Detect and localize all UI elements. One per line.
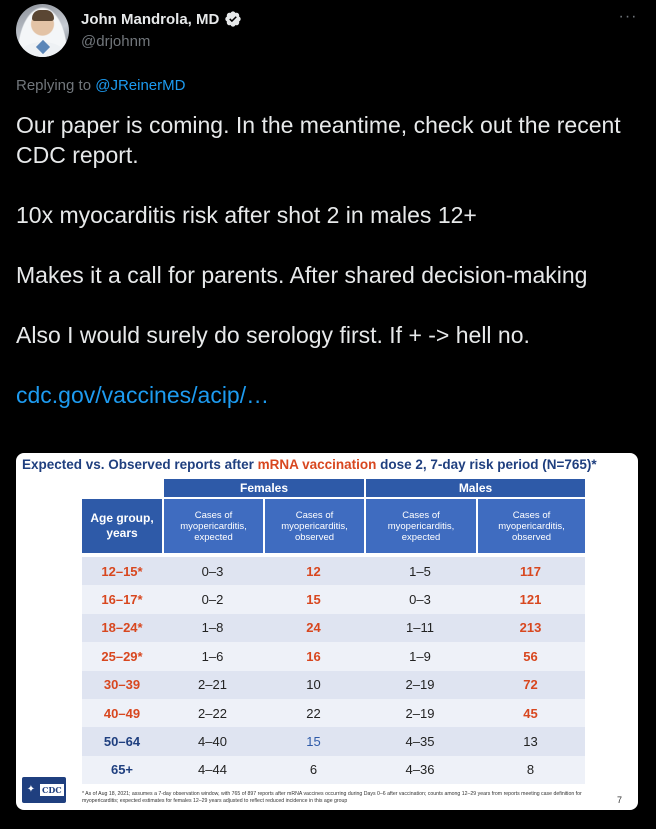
m-observed-cell: 45: [523, 705, 538, 721]
tweet-text: [16, 110, 640, 410]
m-observed-cell: 121: [519, 592, 542, 608]
table-row: [82, 557, 585, 585]
m-observed-cell: 13: [523, 734, 538, 750]
reply-mention-link[interactable]: @JReinerMD: [95, 77, 186, 94]
age-group-header: Age group, years: [82, 499, 162, 553]
f-expected-cell: 0–3: [201, 563, 224, 579]
author-name-row: [81, 10, 242, 28]
reply-prefix: Replying to: [16, 77, 92, 94]
replying-to: [16, 77, 185, 94]
m-observed-cell: 213: [519, 620, 542, 636]
m-expected-cell: 4–36: [405, 762, 435, 778]
f-expected-cell: 2–21: [198, 677, 227, 693]
age-cell: 16–17*: [101, 592, 143, 608]
slide-title: [22, 457, 597, 472]
f-expected-cell: 0–2: [201, 592, 224, 608]
table-sub-header: [82, 499, 585, 553]
author-display-name[interactable]: John Mandrola, MD: [81, 10, 220, 28]
slide-footnote: * As of Aug 18, 2021; assumes a 7-day observation window, with 765 of 897 reports after mRNA vaccines occurring during Days 0–6 after vaccination; counts among 12–29 years from reports meeting case definition for myopericarditis; expected estimates for females 12–29 years adjusted to reflect reduced incidence in this age group: [82, 791, 582, 804]
f-observed-cell: 15: [306, 592, 321, 608]
group-males: Males: [366, 479, 585, 497]
age-cell: 40–49: [103, 705, 141, 721]
age-cell: 25–29*: [101, 648, 143, 664]
myocarditis-table: [82, 479, 585, 784]
table-row: [82, 671, 585, 699]
col-header-f-observed: Cases of myopericarditis, observed: [265, 499, 364, 553]
hhs-eagle-icon: ✦: [26, 784, 36, 795]
slide-title-pre: Expected vs. Observed reports after: [22, 457, 258, 472]
age-cell: 30–39: [103, 677, 141, 693]
author-handle[interactable]: @drjohnm: [81, 33, 151, 50]
f-expected-cell: 4–44: [198, 762, 227, 778]
col-header-f-expected: Cases of myopericarditis, expected: [164, 499, 263, 553]
f-observed-cell: 12: [306, 563, 321, 579]
m-expected-cell: 1–11: [406, 620, 434, 636]
age-cell: 50–64: [103, 734, 141, 750]
slide-title-post: dose 2, 7-day risk period (N=765)*: [376, 457, 597, 472]
f-expected-cell: 1–8: [201, 620, 224, 636]
age-cell: 18–24*: [101, 620, 143, 636]
m-expected-cell: 1–9: [409, 648, 431, 664]
table-row: [82, 727, 585, 755]
verified-badge-icon: [224, 10, 242, 28]
m-observed-cell: 72: [523, 677, 538, 693]
f-observed-cell: 6: [309, 762, 318, 778]
f-observed-cell: 15: [306, 734, 321, 750]
table-group-header: [82, 479, 585, 497]
m-observed-cell: 56: [523, 648, 538, 664]
tweet-line-1: Our paper is coming. In the meantime, check out the recent CDC report.: [16, 112, 621, 168]
m-expected-cell: 1–5: [409, 563, 431, 579]
table-row: [82, 614, 585, 642]
slide-title-highlight: mRNA vaccination: [257, 457, 377, 472]
table-row: [82, 642, 585, 670]
m-observed-cell: 8: [526, 762, 535, 778]
age-cell: 65+: [110, 762, 134, 778]
tweet-line-4: Also I would surely do serology first. If + -> hell no.: [16, 322, 530, 348]
f-expected-cell: 2–22: [198, 705, 227, 721]
m-expected-cell: 0–3: [409, 592, 431, 608]
f-observed-cell: 24: [306, 620, 321, 636]
m-observed-cell: 117: [520, 563, 541, 579]
tweet-media-image[interactable]: [16, 453, 638, 810]
ellipsis-icon[interactable]: ···: [618, 8, 638, 25]
author-avatar[interactable]: [16, 4, 69, 57]
m-expected-cell: 2–19: [405, 677, 435, 693]
col-header-m-expected: Cases of myopericarditis, expected: [366, 499, 476, 553]
f-observed-cell: 16: [306, 648, 321, 664]
tweet-link[interactable]: cdc.gov/vaccines/acip/…: [16, 382, 270, 408]
tweet-line-3: Makes it a call for parents. After shared decision-making: [16, 262, 588, 288]
tweet-line-2: 10x myocarditis risk after shot 2 in males 12+: [16, 202, 477, 228]
slide-page-number: 7: [617, 795, 623, 805]
group-females: Females: [164, 479, 364, 497]
m-expected-cell: 4–35: [405, 734, 435, 750]
f-observed-cell: 10: [306, 677, 321, 693]
cdc-logo: [22, 777, 66, 803]
col-header-m-observed: Cases of myopericarditis, observed: [478, 499, 585, 553]
m-expected-cell: 2–19: [405, 705, 435, 721]
f-observed-cell: 22: [306, 705, 321, 721]
table-row: [82, 585, 585, 613]
age-cell: 12–15*: [101, 563, 143, 579]
avatar-hair: [32, 10, 54, 21]
f-expected-cell: 4–40: [198, 734, 227, 750]
table-row: [82, 699, 585, 727]
cdc-logo-text: CDC: [42, 785, 62, 795]
f-expected-cell: 1–6: [201, 648, 224, 664]
table-row: [82, 756, 585, 784]
